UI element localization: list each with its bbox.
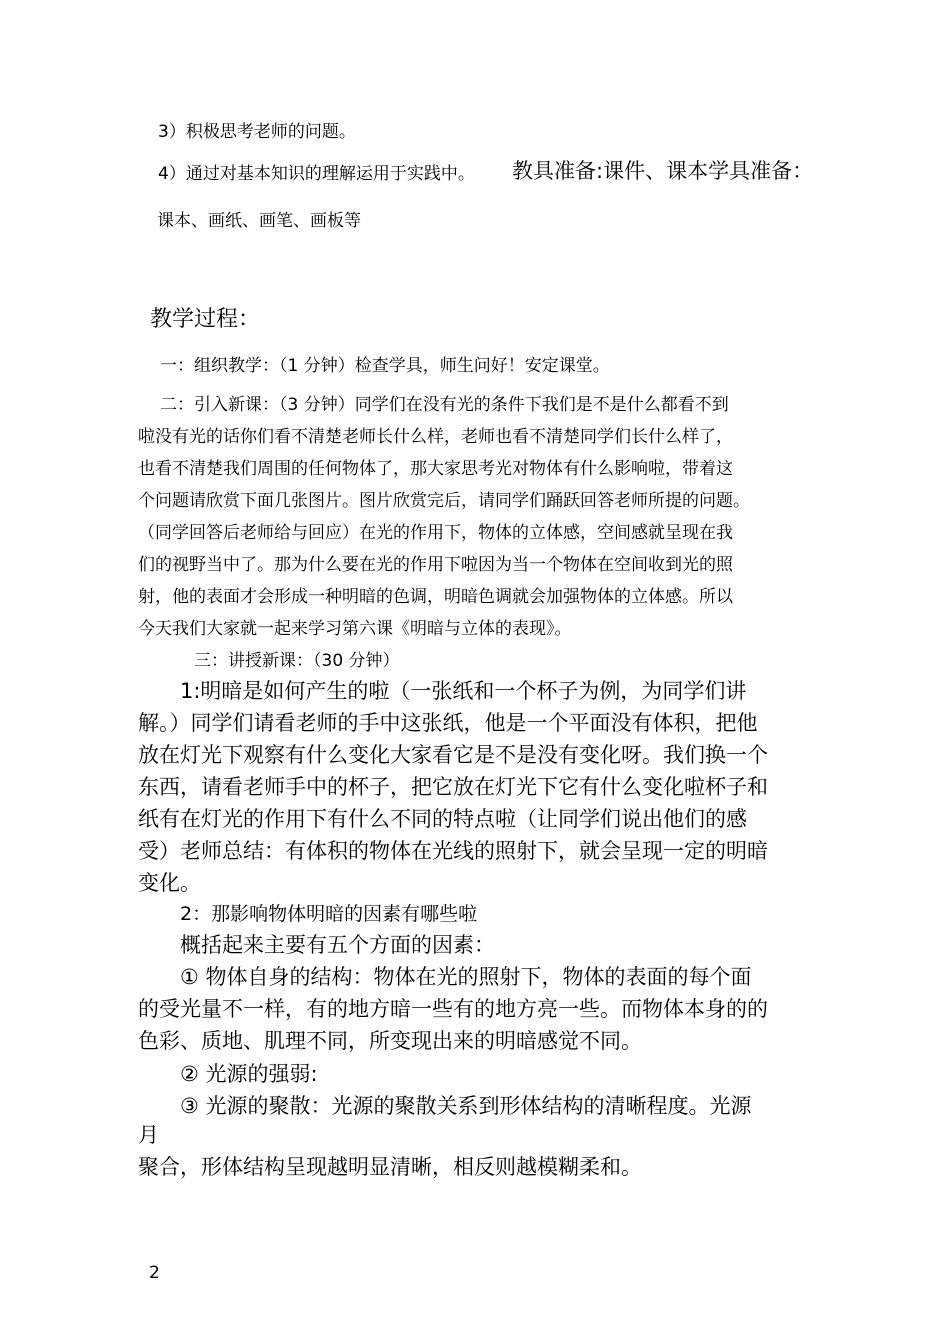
step-2-line: 个问题请欣赏下面几张图片。图片欣赏完后，请同学们踊跃回答老师所提的问题。 bbox=[138, 491, 750, 511]
factor-3-line: 聚合，形体结构呈现越明显清晰，相反则越模糊柔和。 bbox=[138, 1155, 642, 1179]
step-2-line: 啦没有光的话你们看不清楚老师长什么样，老师也看不清楚同学们长什么样了， bbox=[138, 427, 733, 447]
teaching-aids-label: 教具准备:课件、课本学具准备： bbox=[512, 159, 814, 183]
factors-summary: 概括起来主要有五个方面的因素： bbox=[180, 933, 495, 957]
point-1-line: 受）老师总结：有体积的物体在光线的照射下，就会呈现一定的明暗 bbox=[138, 839, 768, 863]
step-2-line: 们的视野当中了。那为什么要在光的作用下啦因为当一个物体在空间收到光的照 bbox=[138, 555, 733, 575]
page-number: 2 bbox=[149, 1263, 160, 1283]
factor-3-line: ③ 光源的聚散：光源的聚散关系到形体结构的清晰程度。光源 bbox=[180, 1094, 752, 1118]
objective-item-3: 3）积极思考老师的问题。 bbox=[158, 122, 356, 142]
objective-item-4: 4）通过对基本知识的理解运用于实践中。 bbox=[158, 164, 475, 184]
factor-3-line: 月 bbox=[138, 1123, 159, 1147]
step-1: 一：组织教学：（1 分钟）检查学具，师生问好！安定课堂。 bbox=[160, 356, 610, 376]
materials-list: 课本、画纸、画笔、画板等 bbox=[157, 211, 361, 231]
factor-1-line: 色彩、质地、肌理不同，所变现出来的明暗感觉不同。 bbox=[138, 1029, 642, 1053]
point-1-line: 变化。 bbox=[138, 871, 201, 895]
point-2: 2：那影响物体明暗的因素有哪些啦 bbox=[180, 903, 478, 925]
step-3: 三：讲授新课：（30 分钟） bbox=[194, 651, 400, 671]
point-1-line: 纸有在灯光的作用下有什么不同的特点啦（让同学们说出他们的感 bbox=[138, 807, 747, 831]
point-1-line: 解。）同学们请看老师的手中这张纸，他是一个平面没有体积，把他 bbox=[138, 711, 758, 735]
step-2-line: 射，他的表面才会形成一种明暗的色调，明暗色调就会加强物体的立体感。所以 bbox=[138, 587, 733, 607]
factor-1-line: ① 物体自身的结构：物体在光的照射下，物体的表面的每个面 bbox=[180, 965, 752, 989]
step-2-line: 今天我们大家就一起来学习第六课《明暗与立体的表现》。 bbox=[138, 619, 572, 639]
step-2-line: 也看不清楚我们周围的任何物体了，那大家思考光对物体有什么影响啦，带着这 bbox=[138, 459, 733, 479]
point-1-line: 东西，请看老师手中的杯子，把它放在灯光下它有什么变化啦杯子和 bbox=[138, 775, 768, 799]
step-2-line: （同学回答后老师给与回应）在光的作用下，物体的立体感，空间感就呈现在我 bbox=[138, 523, 733, 543]
section-heading: 教学过程： bbox=[150, 307, 261, 332]
point-1-line: 放在灯光下观察有什么变化大家看它是不是没有变化呀。我们换一个 bbox=[138, 743, 768, 767]
factor-2: ② 光源的强弱: bbox=[180, 1062, 318, 1086]
factor-1-line: 的受光量不一样，有的地方暗一些有的地方亮一些。而物体本身的的 bbox=[138, 997, 768, 1021]
step-2-line: 二：引入新课：（3 分钟）同学们在没有光的条件下我们是不是什么都看不到 bbox=[160, 395, 729, 415]
point-1-line: 1:明暗是如何产生的啦（一张纸和一个杯子为例，为同学们讲 bbox=[180, 679, 747, 703]
